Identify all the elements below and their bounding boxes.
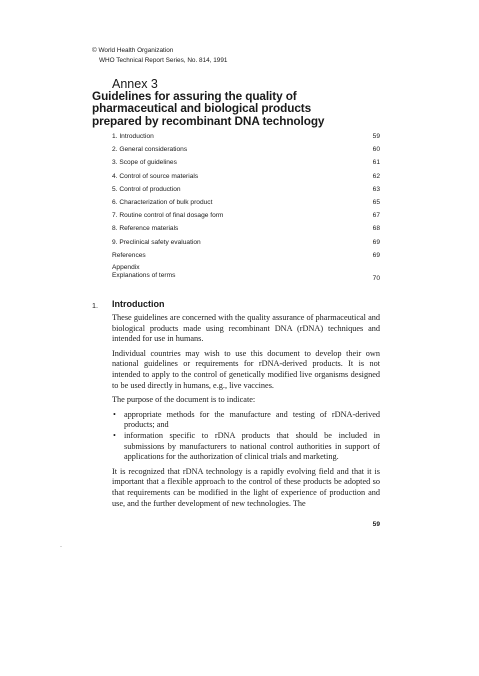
toc-entry[interactable] (112, 236, 380, 249)
toc-appendix-entry[interactable] (112, 264, 380, 283)
bullet-text: information specific to rDNA products that should be included in submissions by manufacturers to national control authorities in support of applications for the authorization of clinical trials and marketing. (124, 430, 380, 462)
toc-entry-page: 67 (372, 212, 380, 220)
table-of-contents (112, 130, 380, 283)
annex-label: Annex 3 (112, 77, 158, 91)
toc-entry-page: 69 (372, 238, 380, 246)
toc-entry-page: 60 (372, 146, 380, 154)
toc-entry-title: 6. Characterization of bulk product (112, 198, 213, 206)
bullet-text: appropriate methods for the manufacture and testing of rDNA-derived products; and (124, 409, 380, 430)
toc-entry[interactable] (112, 170, 380, 183)
copyright-line: © World Health Organization (92, 47, 174, 54)
toc-entry-title: 1. Introduction (112, 133, 154, 140)
toc-entry-title: 7. Routine control of final dosage form (112, 212, 224, 220)
scan-speck (60, 546, 62, 547)
series-line: WHO Technical Report Series, No. 814, 1991 (99, 56, 228, 64)
toc-entry[interactable] (112, 183, 380, 196)
toc-entry[interactable] (112, 209, 380, 222)
toc-entry[interactable] (112, 196, 380, 209)
title-line: Guidelines for assuring the quality of (92, 89, 297, 103)
body-paragraph: It is recognized that rDNA technology is a rapidly evolving field and that it is important that a flexible approach to the control of these products be adopted so that requirements can be modified in the light of experience of production and use, and the further development of new technologies. The (112, 466, 380, 508)
body-paragraph: The purpose of the document is to indicate: (112, 395, 256, 405)
toc-entry-title: 2. General considerations (112, 146, 188, 154)
body-paragraph: These guidelines are concerned with the quality assurance of pharmaceutical and biological products made using recombinant DNA (rDNA) techniques and intended for use in humans. (112, 313, 380, 344)
section-number: 1. (92, 301, 98, 310)
toc-entry-title: References (112, 251, 146, 259)
toc-entry-page: 63 (372, 185, 380, 193)
toc-entry[interactable] (112, 156, 380, 169)
toc-entry-page: 61 (372, 159, 380, 167)
title-line: prepared by recombinant DNA technology (92, 113, 325, 128)
section-body (112, 313, 380, 513)
toc-entry[interactable] (112, 143, 380, 156)
toc-entry-title: 4. Control of source materials (112, 172, 199, 180)
section-heading: Introduction (112, 299, 165, 309)
toc-entry-page: 70 (372, 274, 380, 282)
toc-appendix-text (112, 264, 175, 280)
document-title (92, 90, 392, 127)
toc-entry-title: 5. Control of production (112, 185, 181, 193)
bullet-icon: • (113, 430, 116, 440)
toc-entry-page: 69 (372, 251, 380, 259)
title-line: pharmaceutical and biological products (92, 101, 312, 116)
bullet-list (112, 410, 380, 463)
toc-entry-page: 59 (372, 133, 380, 140)
toc-entry-title: 9. Preclinical safety evaluation (112, 238, 201, 246)
body-paragraph: Individual countries may wish to use this document to develop their own national guidelines or requirements for rDNA-derived products. It is not intended to apply to the control of genetically modified live organisms designed to be used directly in humans, e.g., live vaccines. (112, 348, 380, 390)
copyright-notice (92, 46, 227, 65)
toc-appendix-title: Explanations of terms (112, 272, 176, 280)
toc-entry-title: 3. Scope of guidelines (112, 159, 177, 167)
page-number: 59 (372, 521, 380, 528)
toc-appendix-label: Appendix (112, 263, 140, 271)
bullet-item (112, 431, 380, 463)
toc-entry-title: 8. Reference materials (112, 225, 179, 233)
toc-entry[interactable] (112, 130, 380, 143)
toc-entry[interactable] (112, 249, 380, 262)
toc-entry-page: 62 (372, 172, 380, 180)
toc-entry[interactable] (112, 222, 380, 235)
bullet-icon: • (113, 409, 116, 419)
bullet-item (112, 410, 380, 431)
toc-entry-page: 65 (372, 198, 380, 206)
toc-entry-page: 68 (372, 225, 380, 233)
